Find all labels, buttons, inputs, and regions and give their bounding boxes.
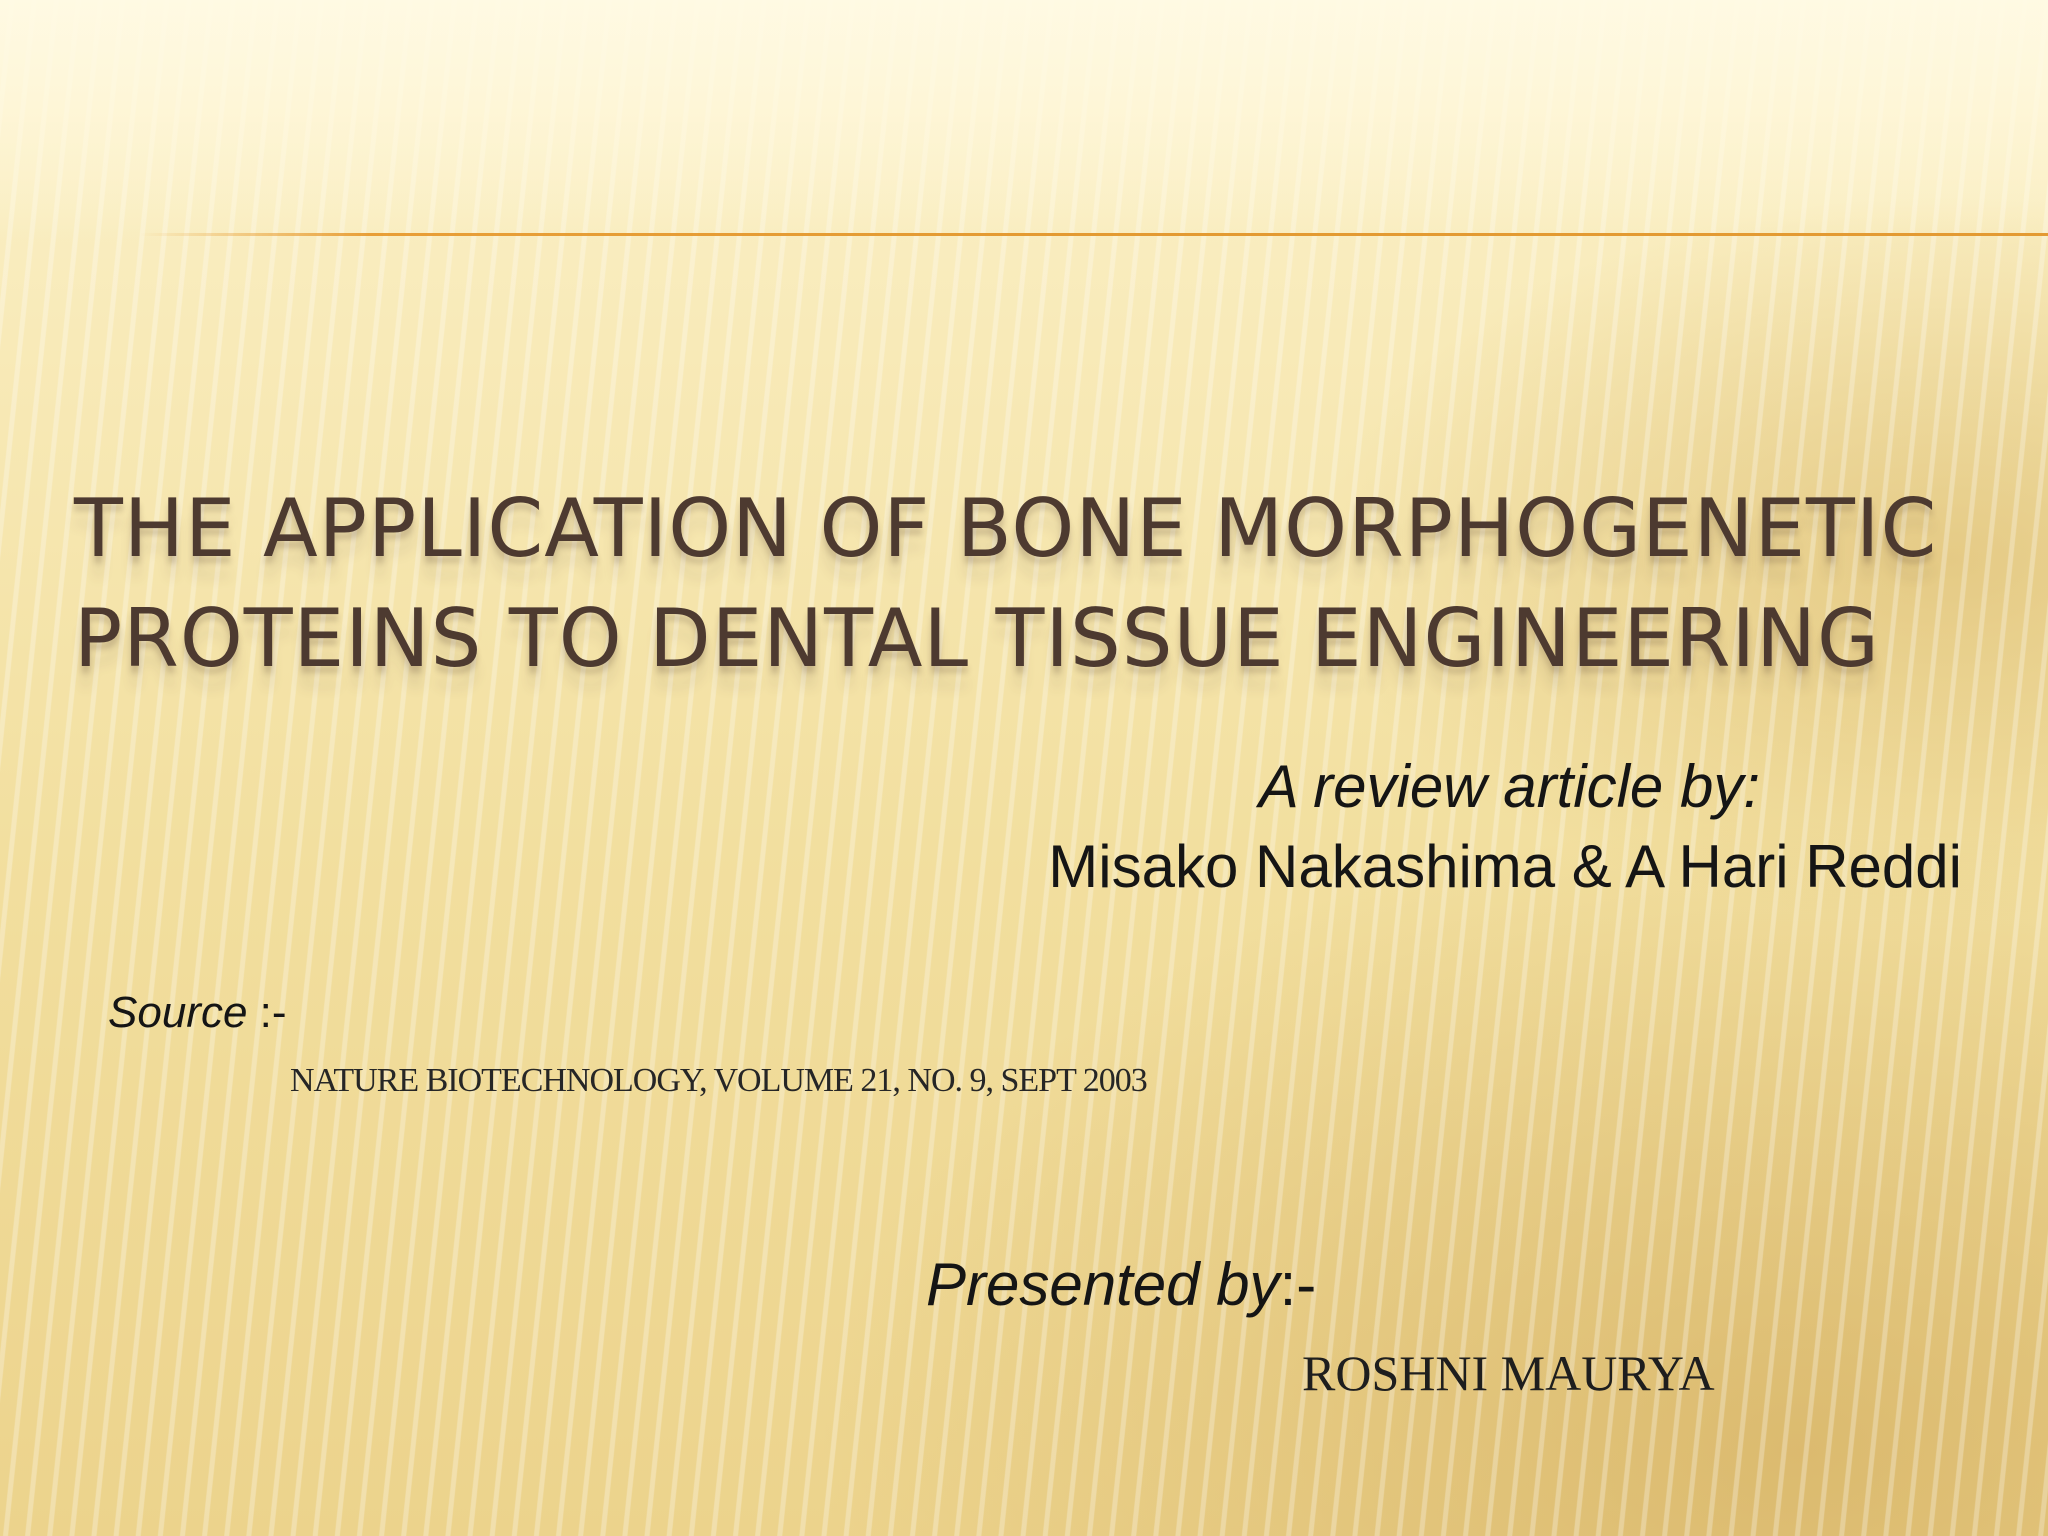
review-label: A review article by: [1258,753,1760,820]
source-label: Source [108,988,248,1037]
title-line-2: PROTEINS TO DENTAL TISSUE ENGINEERING [74,592,1880,685]
title-line-1: THE APPLICATION OF BONE MORPHOGENETIC [74,482,1938,575]
authors: Misako Nakashima & A Hari Reddi [1048,833,1962,900]
presenter-name: ROSHNI MAURYA [1302,1345,1715,1401]
accent-rule [140,233,2048,236]
presented-label: Presented by [926,1251,1280,1318]
presented-heading [926,1250,1316,1319]
source-separator: :- [247,988,287,1037]
slide-title [74,474,1974,694]
citation: NATURE BIOTECHNOLOGY, VOLUME 21, NO. 9, SEPT 2003 [290,1062,1147,1099]
presented-separator: :- [1279,1251,1317,1318]
background-glow [0,0,2048,240]
source-heading [108,988,287,1038]
